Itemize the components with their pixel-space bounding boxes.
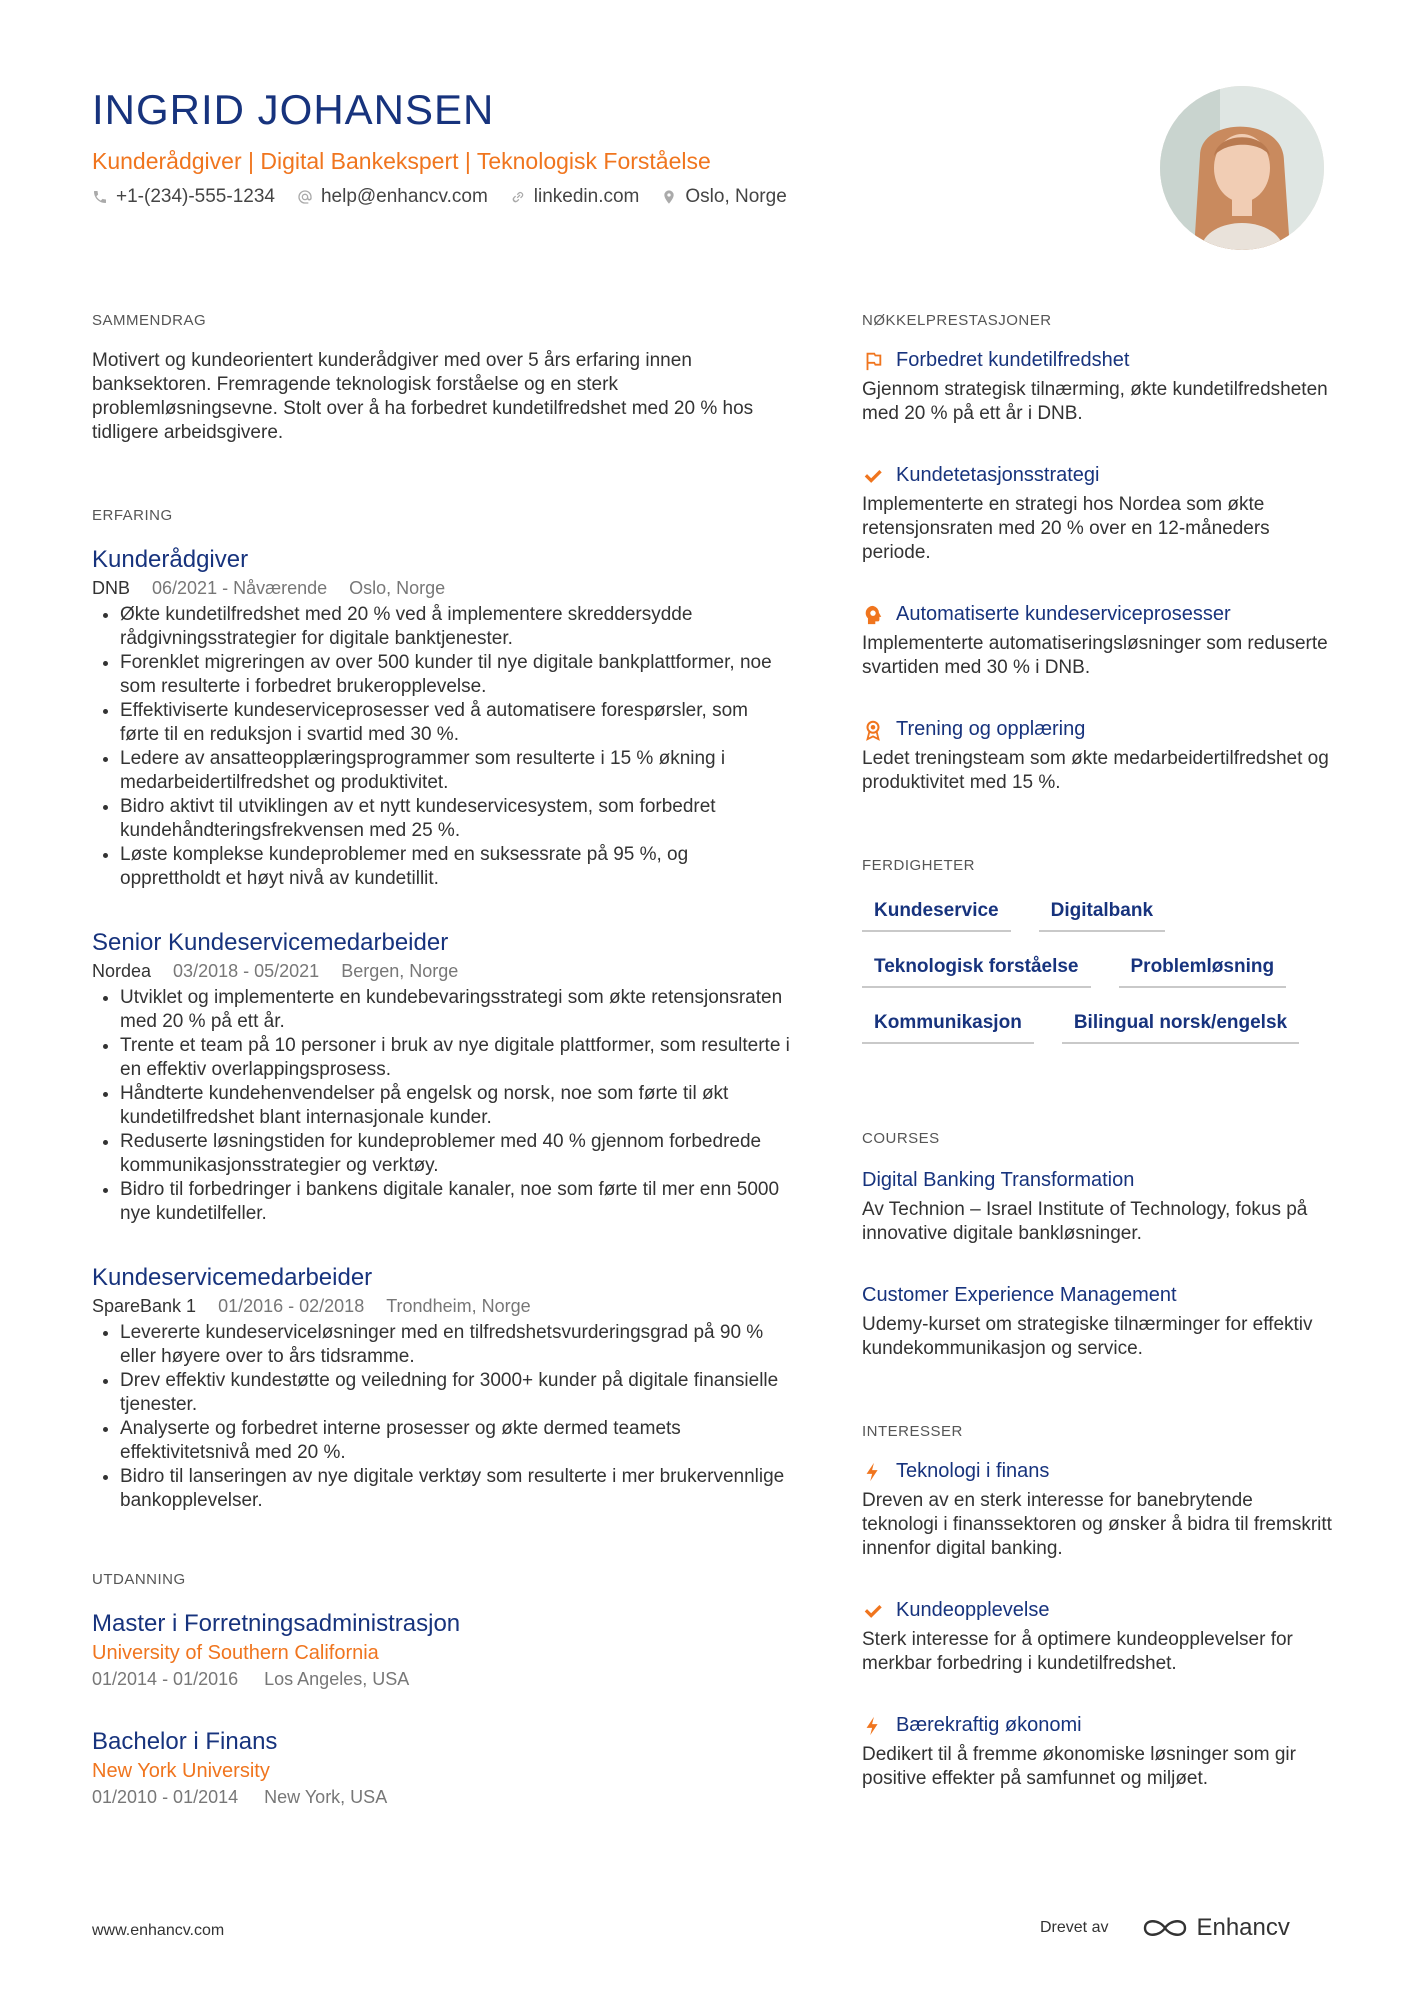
phone-icon (92, 189, 108, 205)
checkmark-icon (862, 1600, 884, 1622)
interest-title: Teknologi i finans (896, 1460, 1050, 1482)
achievement-desc: Implementerte en strategi hos Nordea som økte retensjonsraten med 20 % over en 12-måneders periode. (862, 494, 1270, 563)
job-company: Nordea (92, 961, 152, 981)
skill-tag: Bilingual norsk/engelsk (1062, 1006, 1299, 1044)
job-meta (92, 578, 792, 599)
made-by-label: Drevet av (1040, 1919, 1109, 1936)
interests-heading: INTERESSER (862, 1423, 963, 1440)
job-bullets (92, 1321, 792, 1513)
summary-text: Motivert og kundeorientert kunderådgiver med over 5 års erfaring innen banksektoren. Fremragende teknologisk forståelse og en sterk problemløsningsevne. Stolt over å ha forbedret kundetilfredshet med 20 % hos tidligere arbeidsgivere. (92, 350, 754, 443)
courses-heading: COURSES (862, 1130, 940, 1147)
education-entry (92, 1728, 792, 1808)
interest-desc: Sterk interesse for å optimere kundeopplevelser for merkbar forbedring i kundetilfredshet. (862, 1629, 1293, 1674)
achievement-item (862, 718, 1332, 795)
job-entry (92, 1264, 792, 1513)
bullet-item: • Bidro aktivt til utviklingen av et nytt kundeservicesystem, som forbedret kundehåndteringsfrekvensen med 25 %. (120, 795, 792, 843)
course-item (862, 1169, 1332, 1246)
bullet-item: • Forenklet migreringen av over 500 kunder til nye digitale bankplattformer, noe som resulterte i forbedret brukeropplevelse. (120, 651, 792, 699)
skills-heading: FERDIGHETER (862, 857, 976, 874)
footer-website[interactable]: www.enhancv.com (92, 1922, 225, 1939)
enhancv-logo-icon (1142, 1915, 1188, 1941)
job-title: Senior Kundeservicemedarbeider (92, 929, 449, 956)
school-name: University of Southern California (92, 1642, 379, 1664)
job-location: Oslo, Norge (349, 578, 446, 598)
achievements-heading: NØKKELPRESTASJONER (862, 312, 1052, 329)
course-title: Customer Experience Management (862, 1284, 1177, 1306)
phone-text: +1-(234)-555-1234 (116, 186, 275, 207)
degree-title: Bachelor i Finans (92, 1728, 278, 1755)
job-meta (92, 961, 792, 982)
education-dates: 01/2010 - 01/2014 (92, 1787, 239, 1807)
footer-branding (1040, 1914, 1290, 1942)
job-title: Kundeservicemedarbeider (92, 1264, 373, 1291)
bullet-item: • Økte kundetilfredshet med 20 % ved å implementere skreddersydde rådgivningsstrategier for digitale banktjenester. (120, 603, 792, 651)
at-icon (297, 189, 313, 205)
interest-title: Kundeopplevelse (896, 1599, 1050, 1621)
bullet-item: • Trente et team på 10 personer i bruk av nye digitale plattformer, som resulterte i en effektiv overlappingsprosess. (120, 1034, 792, 1082)
achievement-item (862, 349, 1332, 426)
job-entry (92, 929, 792, 1226)
achievement-item (862, 603, 1332, 680)
left-column (92, 312, 792, 1808)
bullet-item: • Utviklet og implementerte en kundebevaringsstrategi som økte retensjonsraten med 20 % på ett år. (120, 986, 792, 1034)
skill-tag: Digitalbank (1039, 894, 1165, 932)
link-icon (510, 189, 526, 205)
interest-item (862, 1460, 1332, 1561)
interest-desc: Dreven av en sterk interesse for banebrytende teknologi i finanssektoren og ønsker å bidra til fremskritt innenfor digital banking. (862, 1490, 1332, 1559)
job-bullets (92, 603, 792, 891)
education-location: New York, USA (264, 1787, 388, 1807)
experience-heading: ERFARING (92, 507, 173, 524)
brand-name: Enhancv (1196, 1914, 1290, 1941)
job-company: DNB (92, 578, 131, 598)
bullet-item: • Effektiviserte kundeserviceprosesser ved å automatisere forespørsler, som førte til en reduksjon i svartid med 30 %. (120, 699, 792, 747)
bullet-item: • Analyserte og forbedret interne prosesser og økte dermed teamets effektivitetsnivå med 20 %. (120, 1417, 792, 1465)
skill-tag: Kommunikasjon (862, 1006, 1034, 1044)
tagline: Kunderådgiver | Digital Bankekspert | Teknologisk Forståelse (92, 148, 711, 174)
contact-location (661, 186, 786, 208)
bullet-item: • Bidro til lanseringen av nye digitale verktøy som resulterte i mer brukervennlige bankopplevelser. (120, 1465, 792, 1513)
education-dates: 01/2014 - 01/2016 (92, 1669, 239, 1689)
job-location: Trondheim, Norge (386, 1296, 531, 1316)
job-company: SpareBank 1 (92, 1296, 197, 1316)
flag-icon (862, 350, 884, 372)
course-item (862, 1284, 1332, 1361)
skill-tag: Kundeservice (862, 894, 1011, 932)
job-dates: 01/2016 - 02/2018 (218, 1296, 365, 1316)
bullet-item: • Ledere av ansatteopplæringsprogrammer som resulterte i 15 % økning i medarbeidertilfredshet og produktivitet. (120, 747, 792, 795)
contact-row (92, 186, 787, 208)
location-pin-icon (661, 189, 677, 205)
achievement-title: Automatiserte kundeserviceprosesser (896, 603, 1231, 625)
bolt-icon (862, 1461, 884, 1483)
job-bullets (92, 986, 792, 1226)
candidate-name: INGRID JOHANSEN (92, 86, 495, 133)
email-text: help@enhancv.com (320, 186, 488, 207)
bullet-item: • Løste komplekse kundeproblemer med en suksessrate på 95 %, og opprettholdt et høyt nivå av kundetillit. (120, 843, 792, 891)
skills-list (862, 894, 1332, 1044)
education-location: Los Angeles, USA (264, 1669, 410, 1689)
location-text: Oslo, Norge (685, 186, 787, 207)
achievement-desc: Gjennom strategisk tilnærming, økte kundetilfredsheten med 20 % på ett år i DNB. (862, 379, 1328, 424)
bullet-item: • Håndterte kundehenvendelser på engelsk og norsk, noe som førte til økt kundetilfredshet blant internasjonale kunder. (120, 1082, 792, 1130)
bullet-item: • Drev effektiv kundestøtte og veiledning for 3000+ kunder på digitale finansielle tjenester. (120, 1369, 792, 1417)
course-desc: Av Technion – Israel Institute of Technology, fokus på innovative digitale bankløsninger. (862, 1199, 1308, 1244)
contact-linkedin[interactable] (510, 186, 640, 208)
contact-email[interactable] (297, 186, 488, 208)
job-meta (92, 1296, 792, 1317)
brand-logo[interactable] (1142, 1914, 1289, 1942)
award-icon (862, 719, 884, 741)
portrait-illustration (1160, 86, 1324, 250)
bullet-item: • Levererte kundeserviceløsninger med en tilfredshetsvurderingsgrad på 90 % eller høyere over to års tidsramme. (120, 1321, 792, 1369)
job-entry (92, 546, 792, 891)
job-dates: 03/2018 - 05/2021 (173, 961, 320, 981)
achievement-item (862, 464, 1332, 565)
skill-tag: Problemløsning (1119, 950, 1287, 988)
school-name: New York University (92, 1760, 270, 1782)
interest-title: Bærekraftig økonomi (896, 1714, 1082, 1736)
education-meta (92, 1787, 792, 1808)
bolt-icon (862, 1715, 884, 1737)
contact-phone (92, 186, 275, 208)
avatar (1160, 86, 1324, 250)
interest-desc: Dedikert til å fremme økonomiske løsninger som gir positive effekter på samfunnet og miljøet. (862, 1744, 1296, 1789)
job-dates: 06/2021 - Nåværende (152, 578, 328, 598)
course-title: Digital Banking Transformation (862, 1169, 1135, 1191)
job-title: Kunderådgiver (92, 546, 249, 573)
education-heading: UTDANNING (92, 1571, 186, 1588)
right-column (862, 312, 1332, 1791)
education-meta (92, 1669, 792, 1690)
interest-item (862, 1599, 1332, 1676)
course-desc: Udemy-kurset om strategiske tilnærminger for effektiv kundekommunikasjon og service. (862, 1314, 1313, 1359)
head-gear-icon (862, 604, 884, 626)
achievement-title: Kundetetasjonsstrategi (896, 464, 1100, 486)
bullet-item: • Bidro til forbedringer i bankens digitale kanaler, noe som førte til mer enn 5000 nye kundetilfeller. (120, 1178, 792, 1226)
linkedin-text: linkedin.com (533, 186, 640, 207)
degree-title: Master i Forretningsadministrasjon (92, 1610, 461, 1637)
achievement-title: Trening og opplæring (896, 718, 1086, 740)
achievement-desc: Implementerte automatiseringsløsninger som reduserte svartiden med 30 % i DNB. (862, 633, 1328, 678)
bullet-item: • Reduserte løsningstiden for kundeproblemer med 40 % gjennom forbedrede kommunikasjonsstrategier og verktøy. (120, 1130, 792, 1178)
summary-heading: SAMMENDRAG (92, 312, 207, 329)
interest-item (862, 1714, 1332, 1791)
skill-tag: Teknologisk forståelse (862, 950, 1091, 988)
achievement-desc: Ledet treningsteam som økte medarbeidertilfredshet og produktivitet med 15 %. (862, 748, 1329, 793)
achievement-title: Forbedret kundetilfredshet (896, 349, 1130, 371)
education-entry (92, 1610, 792, 1690)
job-location: Bergen, Norge (341, 961, 459, 981)
checkmark-icon (862, 465, 884, 487)
